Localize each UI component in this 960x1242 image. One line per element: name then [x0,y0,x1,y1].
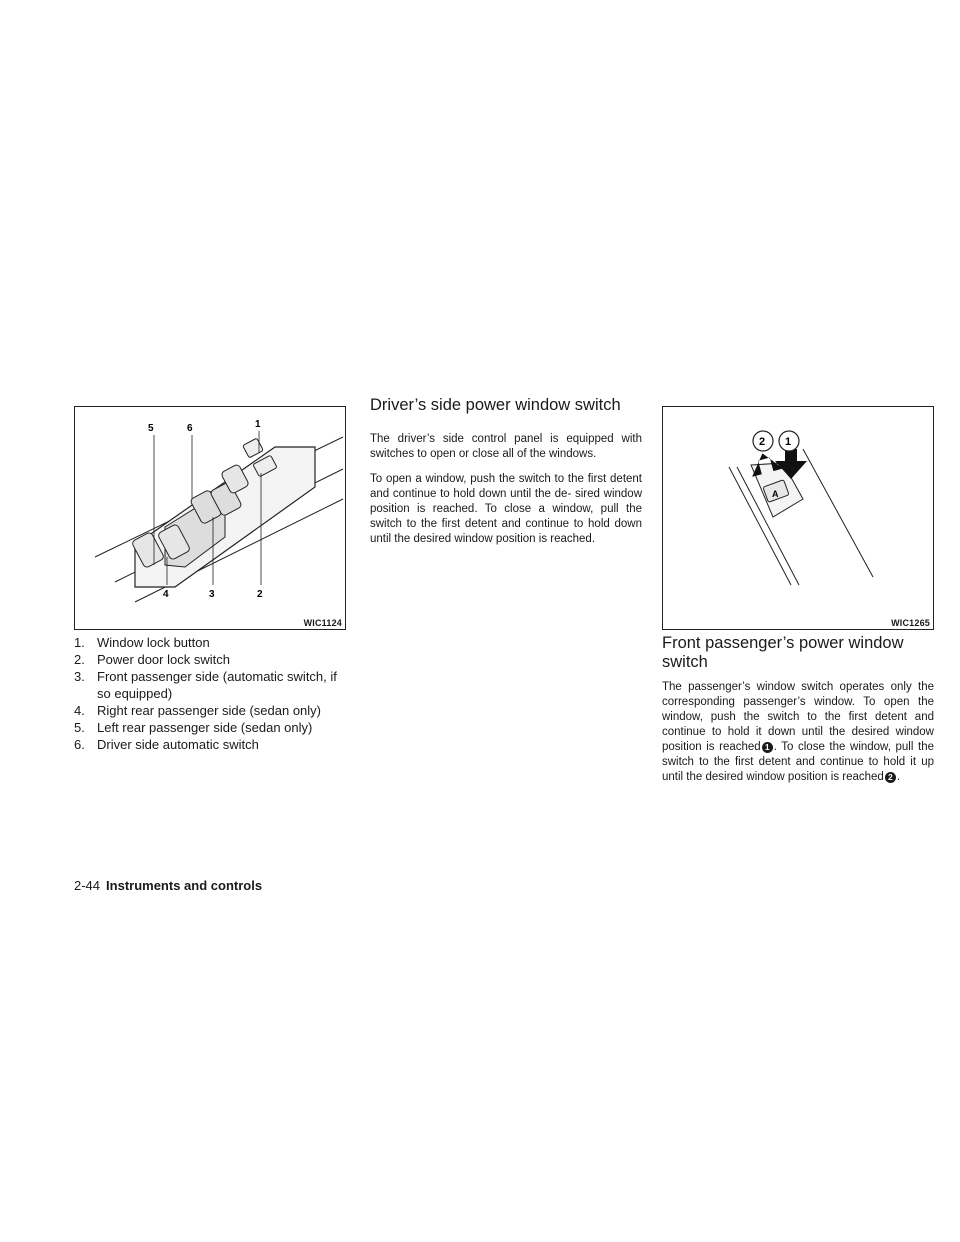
callout-2: 2 [759,436,766,448]
figure-code: WIC1124 [303,618,342,628]
legend-item [74,634,354,651]
front-section-heading: Front passenger’s power window switch [662,634,904,671]
callout-3: 3 [209,589,215,600]
figure-driver-switch-panel [74,406,346,630]
page-number: 2-44 [74,878,101,893]
reference-badge-2: 2 [885,772,896,783]
legend-item [74,702,354,719]
front-section-paragraph [662,680,934,785]
legend-number: 1. [74,635,85,650]
legend-text: Left rear passenger side (sedan only) [97,720,313,735]
legend-item [74,668,354,702]
callout-2: 2 [257,589,263,600]
page-footer [74,878,262,893]
callout-6: 6 [187,423,193,434]
section-title: Instruments and controls [106,878,263,893]
driver-section-paragraph-2: To open a window, push the switch to the first detent and continue to hold down until the de- sired window position is reached. To close a window, pull the switch to the first detent and continue to hold down until the desired window position is reached. [370,473,642,545]
legend-number: 5. [74,720,85,735]
paragraph-text: . [896,771,901,783]
legend-text: Window lock button [97,635,210,650]
legend-text: Power door lock switch [97,652,230,667]
driver-section-paragraph-1: The driver’s side control panel is equipped with switches to open or close all of the windows. [370,433,642,460]
figure-code: WIC1265 [891,618,930,628]
paragraph-text: The passenger’s window switch operates only the corresponding passenger’s window. To open the window, push the switch to the first detent and continue to hold it down until the desired window position is reached [662,681,934,753]
driver-section-heading: Driver’s side power window switch [370,396,621,414]
legend-number: 6. [74,737,85,752]
legend-item [74,651,354,668]
legend-text: Right rear passenger side (sedan only) [97,703,322,718]
callout-4: 4 [163,589,169,600]
legend-number: 4. [74,703,85,718]
callout-5: 5 [148,423,154,434]
callout-1: 1 [255,419,261,430]
legend-item [74,736,354,753]
legend-text: Front passenger side (automatic switch, if so equipped) [97,669,337,701]
callout-1: 1 [785,436,792,448]
figure-legend [74,634,354,753]
auto-a-label: A [772,489,779,499]
legend-number: 2. [74,652,85,667]
reference-badge-1: 1 [762,742,773,753]
legend-number: 3. [74,669,85,684]
legend-item [74,719,354,736]
driver-switch-panel-illustration [75,407,345,629]
figure-passenger-switch [662,406,934,630]
paragraph-text: . To close the window, pull the switch to the first detent and continue to hold it up until the desired window position is reached [662,741,934,783]
passenger-switch-illustration [663,407,933,629]
legend-text: Driver side automatic switch [97,737,259,752]
